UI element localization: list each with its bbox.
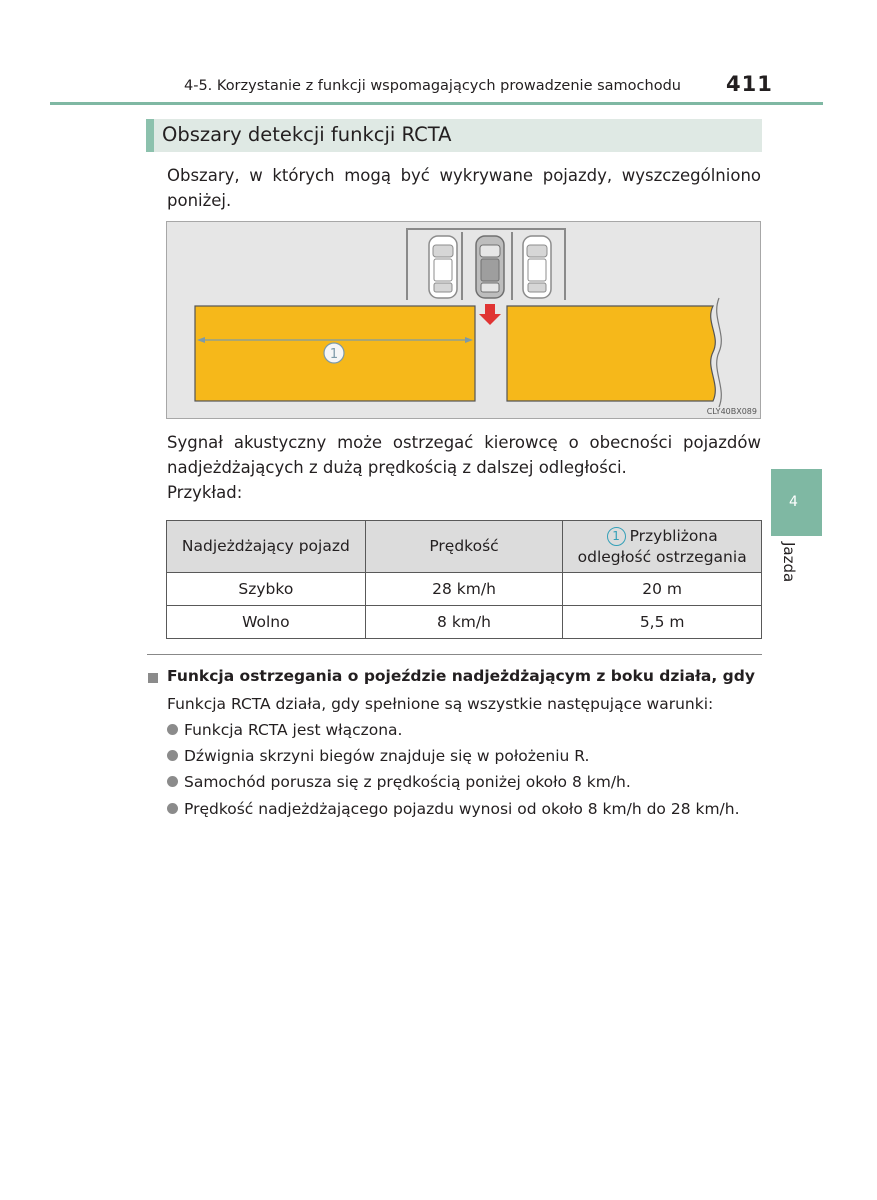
list-item — [167, 721, 402, 739]
round-bullet-icon — [167, 776, 178, 787]
header-distance — [563, 521, 762, 573]
subsection-divider — [147, 654, 762, 655]
section-heading-accent — [146, 119, 154, 152]
list-item — [167, 800, 740, 818]
list-item-text: Prędkość nadjeżdżającego pojazdu wynosi od około 8 km/h do 28 km/h. — [184, 800, 740, 818]
zone-continuation-wave — [717, 298, 722, 407]
page-number: 411 — [726, 72, 773, 96]
parked-car-left-icon — [429, 236, 457, 298]
cell-vehicle: Wolno — [167, 606, 366, 639]
list-item-text: Dźwignia skrzyni biegów znajduje się w położeniu R. — [184, 747, 590, 765]
cell-vehicle: Szybko — [167, 573, 366, 606]
reversing-car-icon — [476, 236, 504, 298]
header-divider — [50, 102, 823, 105]
detection-zone-right — [507, 306, 715, 401]
parked-car-right-icon — [523, 236, 551, 298]
header-distance-line1: Przybliżona — [629, 526, 718, 545]
warning-paragraph: Sygnał akustyczny może ostrzegać kierowcę o obecności pojazdów nadjeżdżających z dużą prędkością z dalszej odległości. — [167, 433, 761, 477]
figure-code: CLY40BX089 — [706, 407, 757, 416]
round-bullet-icon — [167, 724, 178, 735]
example-label: Przykład: — [167, 483, 243, 502]
chapter-number: 4 — [789, 494, 798, 510]
table-row — [167, 606, 762, 639]
round-bullet-icon — [167, 750, 178, 761]
square-bullet-icon — [148, 673, 158, 683]
subsection-intro: Funkcja RCTA działa, gdy spełnione są wszystkie następujące warunki: — [167, 695, 714, 713]
section-title: Obszary detekcji funkcji RCTA — [162, 123, 452, 146]
list-item — [167, 747, 589, 765]
table-row — [167, 573, 762, 606]
subsection-heading: Funkcja ostrzegania o pojeździe nadjeżdżającym z boku działa, gdy — [167, 667, 755, 685]
header-vehicle: Nadjeżdżający pojazd — [167, 521, 366, 573]
reverse-direction-arrow-icon — [479, 304, 501, 325]
cell-speed: 28 km/h — [365, 573, 563, 606]
header-speed: Prędkość — [365, 521, 563, 573]
rcta-diagram — [167, 222, 760, 418]
section-intro: Obszary, w których mogą być wykrywane pojazdy, wyszczególniono poniżej. — [167, 166, 761, 210]
svg-text:1: 1 — [329, 347, 339, 362]
cell-distance: 5,5 m — [563, 606, 762, 639]
list-item — [167, 773, 631, 791]
list-item-text: Funkcja RCTA jest włączona. — [184, 721, 403, 739]
chapter-title: 4-5. Korzystanie z funkcji wspomagających prowadzenie samochodu — [184, 78, 681, 94]
header-distance-line2: odległość ostrzegania — [577, 547, 747, 566]
table-header-row — [167, 521, 762, 573]
cell-distance: 20 m — [563, 573, 762, 606]
warning-distance-table — [166, 520, 762, 639]
round-bullet-icon — [167, 803, 178, 814]
rcta-detection-figure — [166, 221, 761, 419]
distance-marker-1 — [324, 343, 344, 363]
list-item-text: Samochód porusza się z prędkością poniżej około 8 km/h. — [184, 773, 631, 791]
cell-speed: 8 km/h — [365, 606, 563, 639]
chapter-label: Jazda — [780, 542, 798, 583]
header-distance-marker: 1 — [607, 527, 626, 546]
